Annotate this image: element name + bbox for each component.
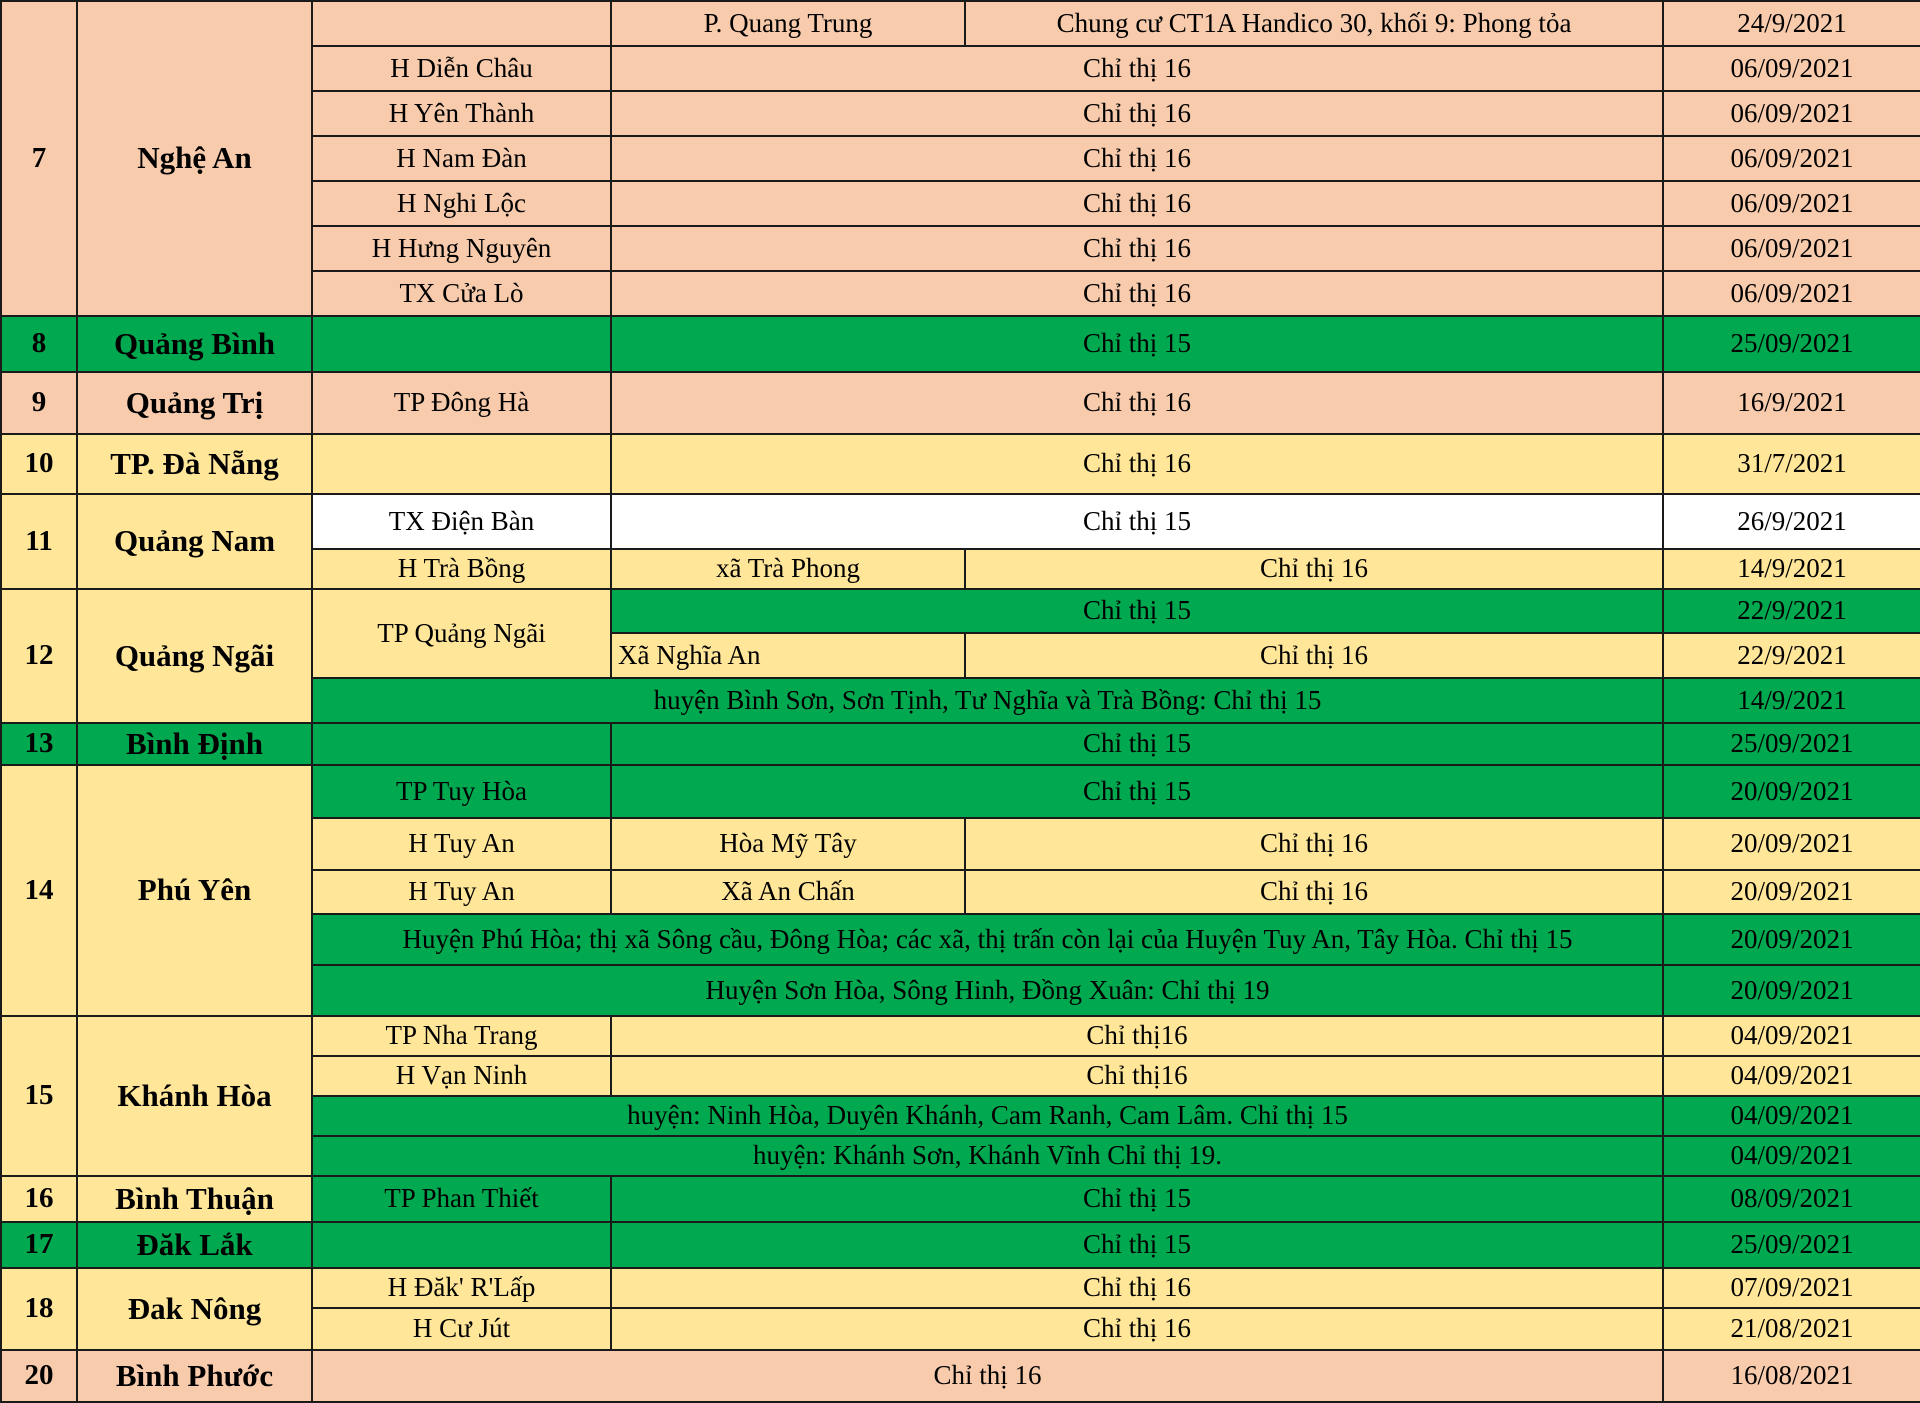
measure-cell: Chỉ thị 16 (611, 181, 1663, 226)
row-number: 9 (1, 372, 77, 434)
measure-cell: Chỉ thị 16 (611, 271, 1663, 316)
province-name: Khánh Hòa (77, 1016, 312, 1176)
measure-cell: Chỉ thị 16 (965, 818, 1663, 870)
measure-cell: Chỉ thị 15 (611, 1222, 1663, 1268)
province-name: Nghệ An (77, 1, 312, 316)
province-name: Quảng Nam (77, 494, 312, 589)
measure-cell: Chỉ thị 15 (611, 316, 1663, 372)
date-cell: 08/09/2021 (1663, 1176, 1920, 1222)
district-cell: H Yên Thành (312, 91, 611, 136)
measure-cell: Chỉ thị 16 (611, 226, 1663, 271)
measure-cell: Chỉ thị 16 (611, 372, 1663, 434)
measure-cell: Chỉ thị16 (611, 1056, 1663, 1096)
date-cell: 06/09/2021 (1663, 226, 1920, 271)
date-cell: 06/09/2021 (1663, 136, 1920, 181)
district-cell (312, 1222, 611, 1268)
table-row (1, 1268, 1920, 1308)
measure-cell: huyện: Ninh Hòa, Duyên Khánh, Cam Ranh, Cam Lâm. Chỉ thị 15 (312, 1096, 1663, 1136)
table-row (1, 372, 1920, 434)
date-cell: 24/9/2021 (1663, 1, 1920, 46)
row-number: 15 (1, 1016, 77, 1176)
district-cell: H Diễn Châu (312, 46, 611, 91)
district-cell: TP Quảng Ngãi (312, 589, 611, 678)
district-cell: H Tuy An (312, 818, 611, 870)
district-cell (312, 1, 611, 46)
district-cell: H Đăk' R'Lấp (312, 1268, 611, 1308)
province-name: Bình Định (77, 723, 312, 765)
province-name: Đak Nông (77, 1268, 312, 1350)
measure-cell: Chỉ thị 16 (965, 633, 1663, 678)
province-name: Quảng Trị (77, 372, 312, 434)
row-number: 12 (1, 589, 77, 723)
district-cell (312, 723, 611, 765)
district-cell: H Tuy An (312, 870, 611, 914)
measure-cell: Chỉ thị 15 (611, 765, 1663, 818)
province-name: TP. Đà Nẵng (77, 434, 312, 494)
date-cell: 25/09/2021 (1663, 316, 1920, 372)
measure-cell: Chỉ thị 15 (611, 723, 1663, 765)
row-number: 17 (1, 1222, 77, 1268)
measure-cell: Chỉ thị 16 (965, 870, 1663, 914)
table-row (1, 723, 1920, 765)
date-cell: 20/09/2021 (1663, 818, 1920, 870)
measure-cell: Chỉ thị 16 (611, 46, 1663, 91)
table-row (1, 1, 1920, 46)
date-cell: 20/09/2021 (1663, 914, 1920, 965)
row-number: 14 (1, 765, 77, 1016)
district-cell: H Nghi Lộc (312, 181, 611, 226)
date-cell: 06/09/2021 (1663, 181, 1920, 226)
row-number: 11 (1, 494, 77, 589)
row-number: 20 (1, 1350, 77, 1402)
date-cell: 06/09/2021 (1663, 46, 1920, 91)
date-cell: 20/09/2021 (1663, 965, 1920, 1016)
district-cell: H Cư Jút (312, 1308, 611, 1350)
district-cell: H Vạn Ninh (312, 1056, 611, 1096)
province-name: Quảng Ngãi (77, 589, 312, 723)
measure-cell: Chung cư CT1A Handico 30, khối 9: Phong tỏa (965, 1, 1663, 46)
date-cell: 16/9/2021 (1663, 372, 1920, 434)
ward-cell: Xã Nghĩa An (611, 633, 965, 678)
district-cell: TX Điện Bàn (312, 494, 611, 549)
row-number: 7 (1, 1, 77, 316)
date-cell: 06/09/2021 (1663, 91, 1920, 136)
date-cell: 07/09/2021 (1663, 1268, 1920, 1308)
date-cell: 22/9/2021 (1663, 589, 1920, 633)
table-row (1, 1222, 1920, 1268)
table-row (1, 1176, 1920, 1222)
province-name: Bình Thuận (77, 1176, 312, 1222)
province-name: Quảng Bình (77, 316, 312, 372)
date-cell: 25/09/2021 (1663, 1222, 1920, 1268)
measure-cell: Chỉ thị 16 (611, 434, 1663, 494)
measure-cell: Chỉ thị 15 (611, 494, 1663, 549)
ward-cell: P. Quang Trung (611, 1, 965, 46)
measure-cell: Huyện Phú Hòa; thị xã Sông cầu, Đông Hòa; các xã, thị trấn còn lại của Huyện Tuy An, Tây Hòa. Chỉ thị 15 (312, 914, 1663, 965)
row-number: 18 (1, 1268, 77, 1350)
date-cell: 04/09/2021 (1663, 1056, 1920, 1096)
table-row (1, 1016, 1920, 1056)
province-name: Đăk Lắk (77, 1222, 312, 1268)
measure-cell: huyện Bình Sơn, Sơn Tịnh, Tư Nghĩa và Trà Bồng: Chỉ thị 15 (312, 678, 1663, 723)
ward-cell: Xã An Chấn (611, 870, 965, 914)
date-cell: 31/7/2021 (1663, 434, 1920, 494)
district-cell: H Trà Bồng (312, 549, 611, 589)
date-cell: 04/09/2021 (1663, 1136, 1920, 1176)
measure-cell: Chỉ thị 16 (611, 91, 1663, 136)
date-cell: 06/09/2021 (1663, 271, 1920, 316)
measure-cell: Chỉ thị 16 (611, 136, 1663, 181)
measure-cell: huyện: Khánh Sơn, Khánh Vĩnh Chỉ thị 19. (312, 1136, 1663, 1176)
measure-cell: Chỉ thị 16 (611, 1308, 1663, 1350)
district-cell: TP Phan Thiết (312, 1176, 611, 1222)
province-name: Bình Phước (77, 1350, 312, 1402)
date-cell: 22/9/2021 (1663, 633, 1920, 678)
measure-cell: Chỉ thị 16 (965, 549, 1663, 589)
district-cell: H Nam Đàn (312, 136, 611, 181)
table-row (1, 494, 1920, 549)
date-cell: 25/09/2021 (1663, 723, 1920, 765)
date-cell: 14/9/2021 (1663, 549, 1920, 589)
measure-cell: Chỉ thị16 (611, 1016, 1663, 1056)
table-row (1, 434, 1920, 494)
row-number: 16 (1, 1176, 77, 1222)
measure-cell: Chỉ thị 16 (312, 1350, 1663, 1402)
district-cell: TP Tuy Hòa (312, 765, 611, 818)
measure-cell: Chỉ thị 15 (611, 589, 1663, 633)
district-cell (312, 316, 611, 372)
table-row (1, 765, 1920, 818)
district-cell (312, 434, 611, 494)
measure-cell: Chỉ thị 15 (611, 1176, 1663, 1222)
date-cell: 21/08/2021 (1663, 1308, 1920, 1350)
date-cell: 16/08/2021 (1663, 1350, 1920, 1402)
table-row (1, 1350, 1920, 1402)
ward-cell: Hòa Mỹ Tây (611, 818, 965, 870)
date-cell: 04/09/2021 (1663, 1096, 1920, 1136)
table-row (1, 316, 1920, 372)
date-cell: 26/9/2021 (1663, 494, 1920, 549)
district-cell: TX Cửa Lò (312, 271, 611, 316)
district-cell: H Hưng Nguyên (312, 226, 611, 271)
row-number: 13 (1, 723, 77, 765)
date-cell: 04/09/2021 (1663, 1016, 1920, 1056)
district-cell: TP Nha Trang (312, 1016, 611, 1056)
date-cell: 20/09/2021 (1663, 765, 1920, 818)
district-cell: TP Đông Hà (312, 372, 611, 434)
measure-cell: Huyện Sơn Hòa, Sông Hinh, Đồng Xuân: Chỉ thị 19 (312, 965, 1663, 1016)
date-cell: 14/9/2021 (1663, 678, 1920, 723)
date-cell: 20/09/2021 (1663, 870, 1920, 914)
row-number: 10 (1, 434, 77, 494)
measure-cell: Chỉ thị 16 (611, 1268, 1663, 1308)
province-name: Phú Yên (77, 765, 312, 1016)
table-row (1, 589, 1920, 633)
row-number: 8 (1, 316, 77, 372)
ward-cell: xã Trà Phong (611, 549, 965, 589)
